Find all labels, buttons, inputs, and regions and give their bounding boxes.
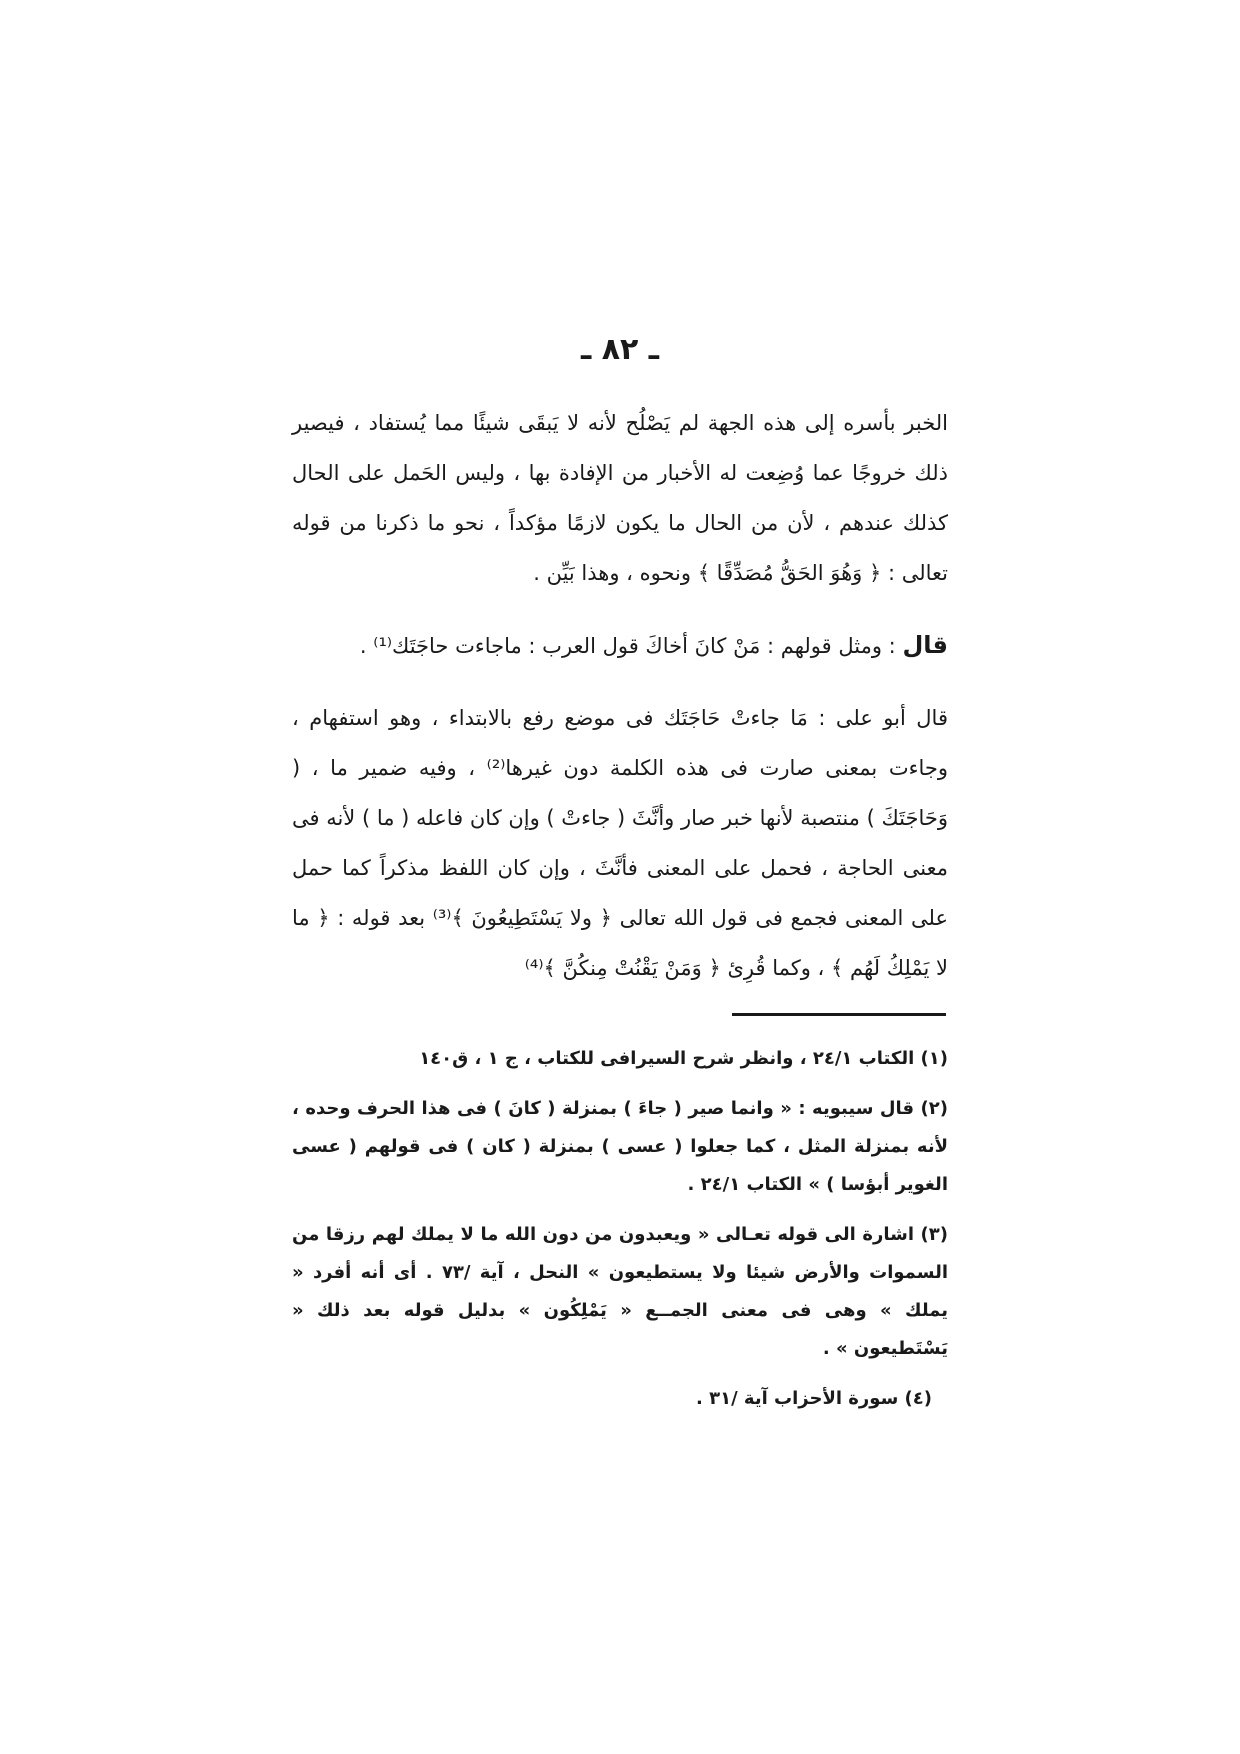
footnote-4: (٤) سورة الأحزاب آية /٣١ . — [695, 1388, 932, 1409]
main-text — [292, 398, 948, 993]
footnote-3: (٣) اشارة الى قوله تعـالى « ويعبدون من دون الله ما لا يملك لهم رزقا من السموات والأرض شيئا ولا يستطيعون » النحل ، آية /٧٣ . أى أنه أفرد « يملك » وهى فى معنى الجمــع « يَمْلِكُون » بدليل قوله بعد ذلك « يَسْتَطيعون » . — [292, 1224, 948, 1359]
paragraph-3: قال أبو على : مَا جاءتْ حَاجَتَك فى موضع رفع بالابتداء ، وهو استفهام ، وجاءت بمعنى صارت فى هذه الكلمة دون غيرها⁽²⁾ ، وفيه ضمير ما ، ( وَحَاجَتَكَ ) منتصبة لأنها خبر صار وأنَّثَ ( جاءتْ ) وإن كان فاعله ( ما ) لأنه فى معنى الحاجة ، فحمل على المعنى فأنَّثَ ، وإن كان اللفظ مذكراً كما حمل على المعنى فجمع فى قول الله تعالى ﴿ ولا يَسْتَطِيعُونَ ﴾⁽³⁾ بعد قوله : ﴿ ما لا يَمْلِكُ لَهُم ﴾ ، وكما قُرِئ ﴿ وَمَنْ يَقْنُتْ مِنكُنَّ ﴾⁽⁴⁾ — [291, 706, 949, 980]
qala-heading-word: قال — [902, 631, 948, 659]
footnote-1: (١) الكتاب ٢٤/١ ، وانظر شرح السيرافى للكتاب ، ج ١ ، ق١٤٠ — [419, 1048, 948, 1069]
footnote-2: (٢) قال سيبويه : « وانما صير ( جاءَ ) بمنزلة ( كانَ ) فى هذا الحرف وحده ، لأنه بمنزلة المثل ، كما جعلوا ( عسى ) بمنزلة ( كان ) فى قولهم ( عسى الغوير أبؤسا ) » الكتاب ٢٤/١ . — [292, 1098, 948, 1195]
paragraph-2-text: : ومثل قولهم : مَنْ كانَ أخاكَ قول العرب : ماجاءت حاجَتَك⁽¹⁾ . — [359, 634, 903, 658]
paragraph-1: الخبر بأسره إلى هذه الجهة لم يَصْلُح لأنه لا يَبقَى شيئًا مما يُستفاد ، فيصير ذلك خروجًا عما وُضِعت له الأخبار من الإفادة بها ، وليس الحَمل على الحال كذلك عندهم ، لأن من الحال ما يكون لازمًا مؤكداً ، نحو ما ذكرنا من قوله تعالى : ﴿ وَهُوَ الحَقُّ مُصَدِّقًا ﴾ ونحوه ، وهذا بَيِّن . — [292, 411, 948, 585]
page-number: ـ ٨٢ ـ — [580, 332, 660, 367]
footnote-separator — [732, 1013, 946, 1016]
paragraph-2 — [292, 620, 948, 671]
footnotes — [292, 1040, 948, 1430]
